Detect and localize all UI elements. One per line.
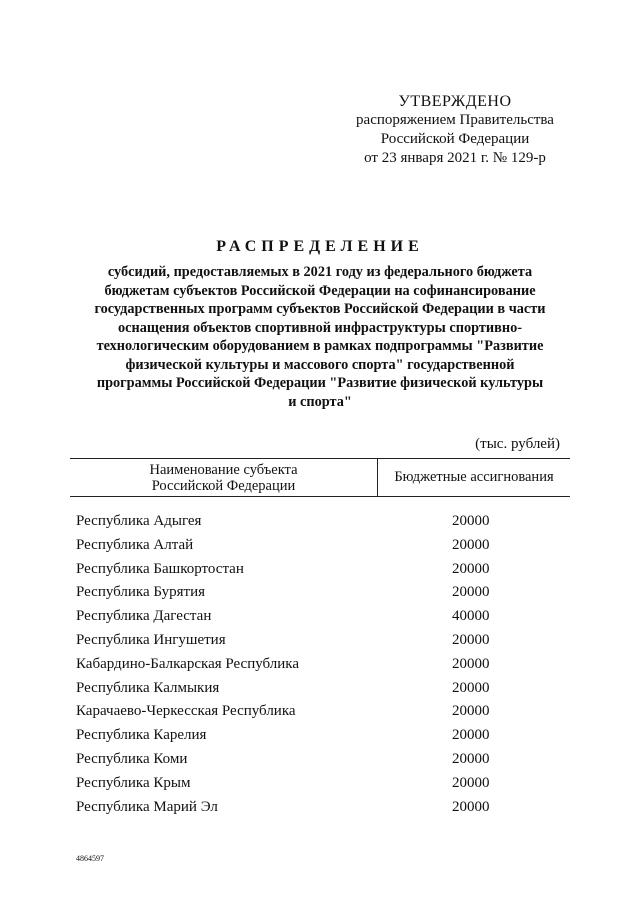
- region-amount: 20000: [452, 679, 490, 696]
- table-row: [76, 558, 570, 582]
- table-row: [76, 534, 570, 558]
- approval-authority: распоряжением Правительства: [356, 112, 554, 128]
- table-row: [76, 510, 570, 534]
- approval-block: [340, 92, 570, 168]
- table-header: [70, 458, 570, 497]
- region-name: Республика Калмыкия: [76, 679, 220, 696]
- approval-heading: УТВЕРЖДЕНО: [398, 93, 512, 110]
- region-amount: 20000: [452, 513, 490, 529]
- table-row: [76, 629, 570, 653]
- region-amount: 20000: [452, 536, 490, 553]
- region-amount: 40000: [452, 608, 490, 625]
- header-budget: Бюджетные ассигнования: [394, 469, 554, 485]
- subtitle-line: бюджетам субъектов Российской Федерации на софинансирование: [104, 282, 536, 299]
- document-number: 4864597: [76, 854, 104, 863]
- subtitle-line: программы Российской Федерации "Развитие физической культуры: [96, 375, 544, 391]
- region-amount: 20000: [452, 750, 490, 767]
- region-name: Республика Бурятия: [76, 584, 206, 601]
- document-title: РАСПРЕДЕЛЕНИЕ: [216, 238, 424, 255]
- subtitle-line: и спорта": [288, 393, 352, 410]
- region-name: Республика Карелия: [76, 727, 207, 744]
- region-name: Кабардино-Балкарская Республика: [76, 655, 300, 672]
- table-row: [76, 605, 570, 629]
- region-name: Республика Коми: [76, 750, 188, 767]
- table-row: [76, 700, 570, 724]
- region-name: Республика Ингушетия: [76, 631, 226, 648]
- subtitle-line: государственных программ субъектов Российской Федерации в части: [94, 301, 546, 317]
- region-amount: 20000: [452, 727, 490, 744]
- subtitle-line: физической культуры и массового спорта" государственной: [125, 356, 515, 373]
- units-label: (тыс. рублей): [475, 436, 560, 452]
- region-name: Республика Крым: [76, 774, 191, 791]
- region-name: Республика Алтай: [76, 536, 194, 553]
- table-row: [76, 581, 570, 605]
- approval-date-number: от 23 января 2021 г. № 129-р: [364, 150, 546, 166]
- subtitle-line: субсидий, предоставляемых в 2021 году из федерального бюджета: [107, 264, 533, 280]
- table-row: [76, 772, 570, 796]
- document-subtitle: [70, 263, 570, 411]
- header-region-line: Российской Федерации: [151, 478, 296, 494]
- region-amount: 20000: [452, 631, 490, 648]
- region-name: Республика Дагестан: [76, 608, 212, 625]
- table-row: [76, 748, 570, 772]
- table-row: [76, 724, 570, 748]
- table-row: [76, 796, 570, 820]
- table-row: [76, 653, 570, 677]
- region-amount: 20000: [452, 774, 490, 791]
- region-amount: 20000: [452, 798, 490, 815]
- region-name: Республика Адыгея: [76, 513, 202, 529]
- table-body: [76, 510, 570, 819]
- table-row: [76, 677, 570, 701]
- region-name: Республика Марий Эл: [76, 798, 218, 815]
- subtitle-line: технологическим оборудованием в рамках подпрограммы "Развитие: [96, 338, 544, 354]
- approval-country: Российской Федерации: [380, 131, 530, 147]
- region-amount: 20000: [452, 703, 490, 720]
- region-amount: 20000: [452, 560, 490, 577]
- region-amount: 20000: [452, 655, 490, 672]
- header-region-line: Наименование субъекта: [149, 462, 298, 478]
- header-region-name: [70, 459, 378, 496]
- region-name: Карачаево-Черкесская Республика: [76, 703, 296, 720]
- region-amount: 20000: [452, 584, 490, 601]
- subtitle-line: оснащения объектов спортивной инфраструктуры спортивно-: [118, 319, 522, 336]
- region-name: Республика Башкортостан: [76, 560, 244, 577]
